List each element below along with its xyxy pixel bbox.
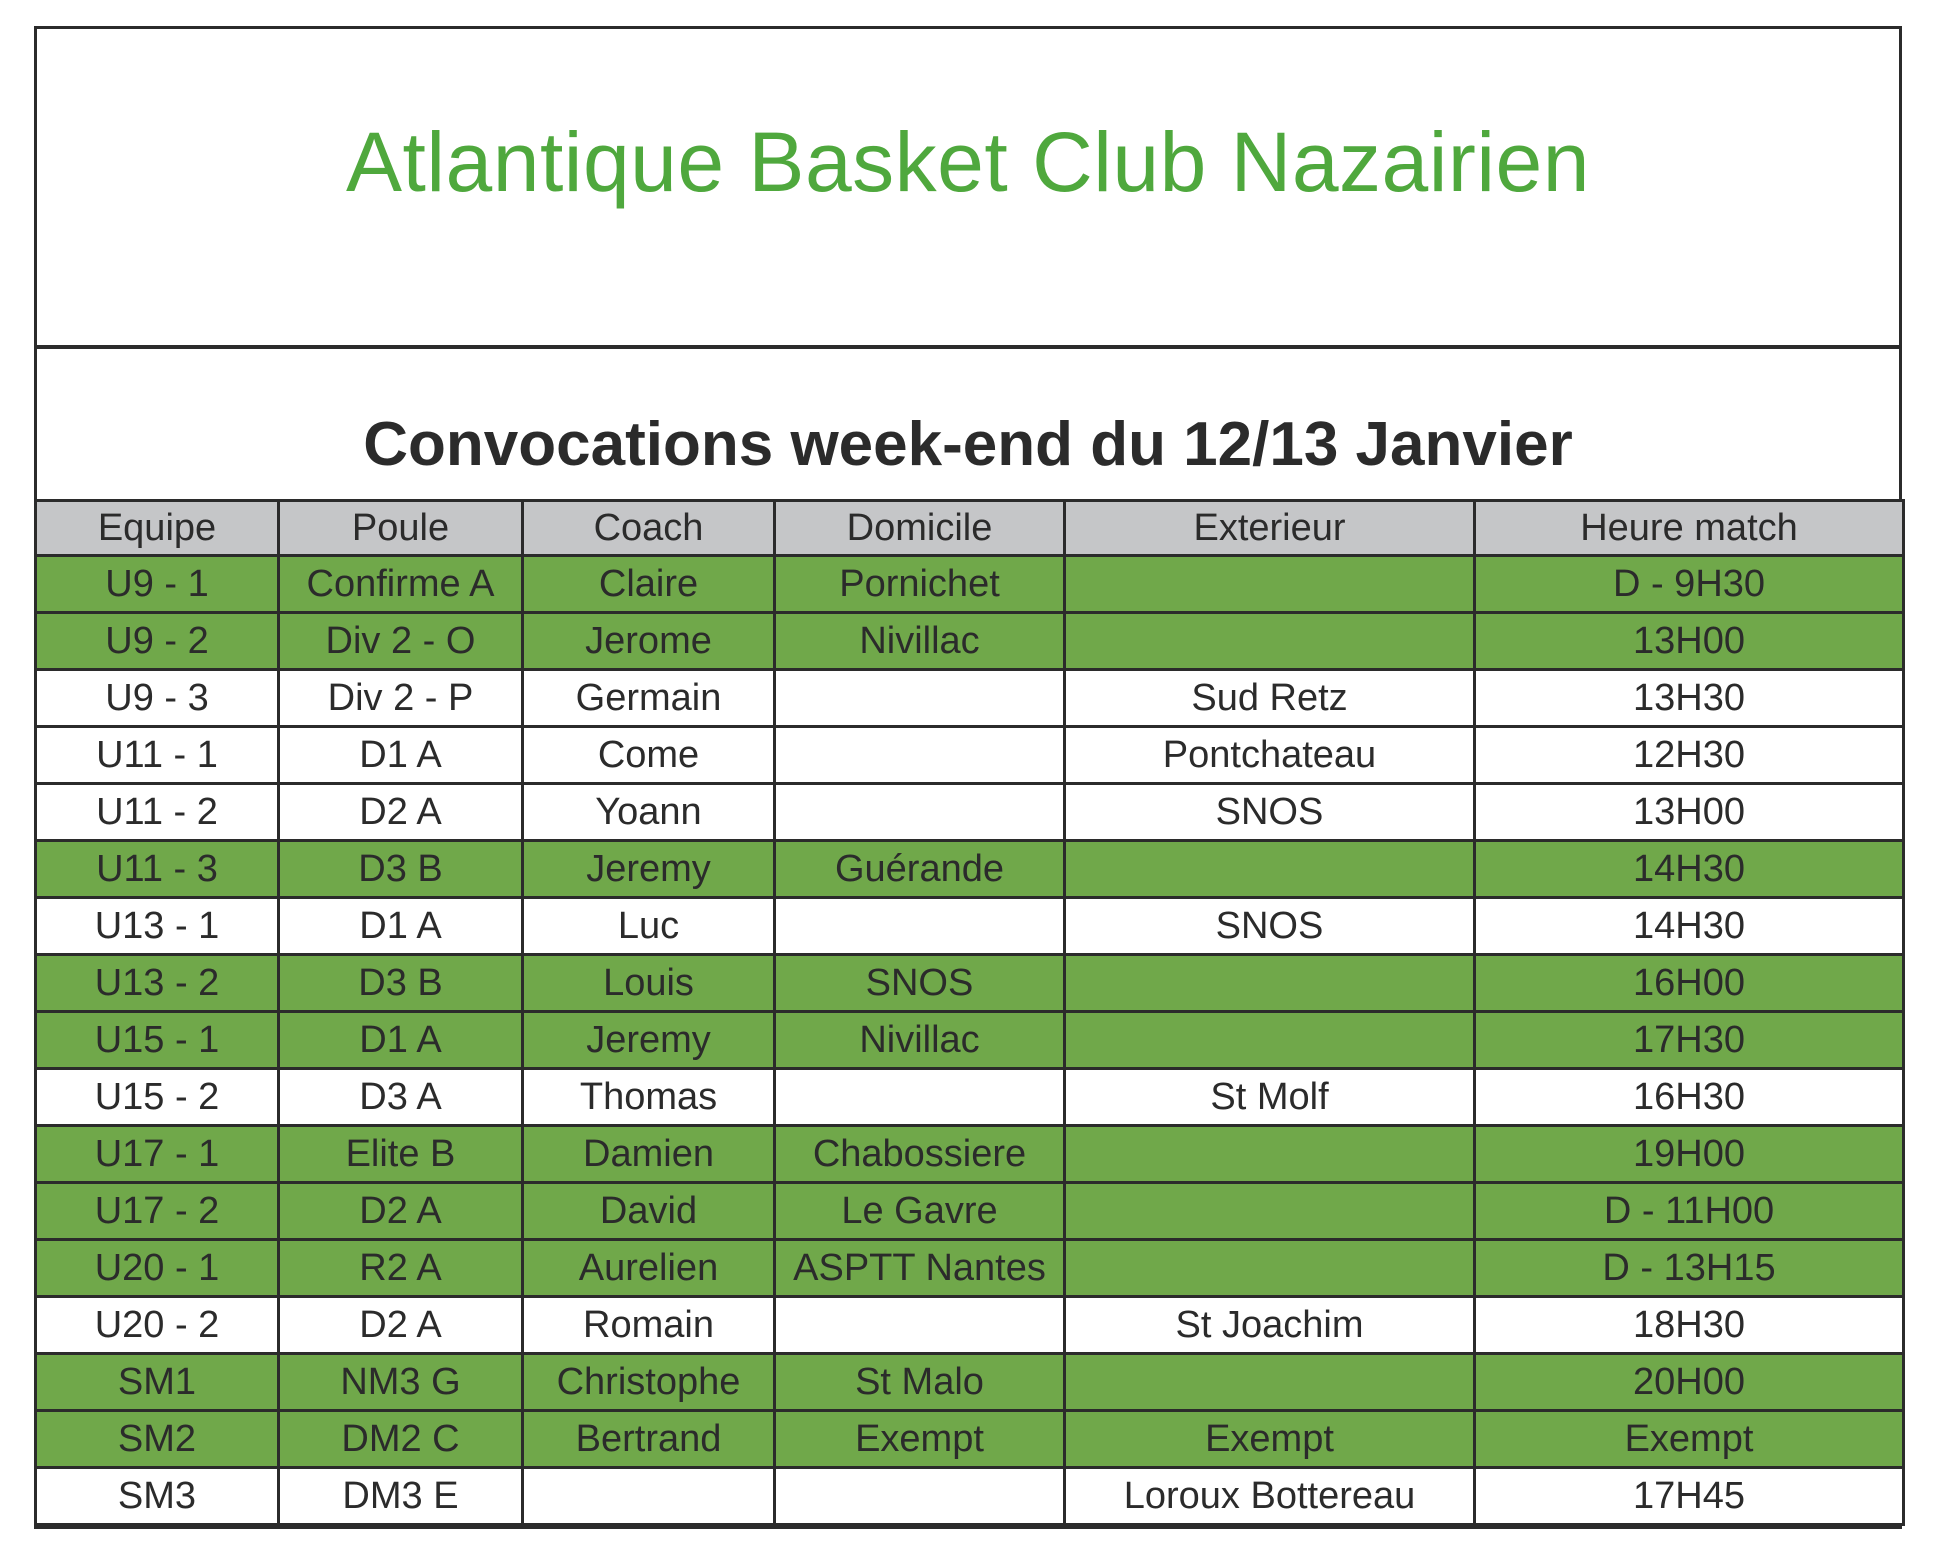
club-title: Atlantique Basket Club Nazairien [345,114,1590,209]
cell-equipe: U15 - 1 [36,1012,279,1069]
cell-heure-match: 18H30 [1475,1297,1904,1354]
cell-exterieur [1065,1354,1475,1411]
table-row [36,1183,1904,1240]
cell-domicile [775,1468,1065,1525]
table-row [36,784,1904,841]
convocation-sheet [34,26,1902,1529]
cell-poule: Div 2 - O [279,613,523,670]
cell-domicile: Exempt [775,1411,1065,1468]
cell-poule: Confirme A [279,556,523,613]
cell-coach: Jeremy [523,841,775,898]
cell-poule: D3 B [279,841,523,898]
cell-heure-match: 13H00 [1475,613,1904,670]
cell-exterieur [1065,1012,1475,1069]
cell-heure-match: 19H00 [1475,1126,1904,1183]
cell-exterieur [1065,613,1475,670]
table-row [36,841,1904,898]
cell-equipe: SM1 [36,1354,279,1411]
cell-coach: Jeremy [523,1012,775,1069]
cell-equipe: U15 - 2 [36,1069,279,1126]
cell-heure-match: 16H00 [1475,955,1904,1012]
table-body [36,556,1904,1525]
cell-heure-match: Exempt [1475,1411,1904,1468]
cell-coach: Claire [523,556,775,613]
cell-poule: D1 A [279,727,523,784]
cell-poule: DM3 E [279,1468,523,1525]
cell-heure-match: 16H30 [1475,1069,1904,1126]
table-row [36,955,1904,1012]
cell-poule: R2 A [279,1240,523,1297]
cell-heure-match: 13H30 [1475,670,1904,727]
cell-heure-match: 13H00 [1475,784,1904,841]
table-row [36,727,1904,784]
table-row [36,1069,1904,1126]
cell-exterieur: St Joachim [1065,1297,1475,1354]
cell-coach: Christophe [523,1354,775,1411]
cell-coach [523,1468,775,1525]
cell-equipe: U9 - 1 [36,556,279,613]
cell-equipe: U11 - 3 [36,841,279,898]
cell-equipe: U17 - 1 [36,1126,279,1183]
cell-heure-match: 17H45 [1475,1468,1904,1525]
header-coach: Coach [523,501,775,556]
cell-exterieur [1065,955,1475,1012]
cell-domicile [775,1069,1065,1126]
cell-equipe: SM3 [36,1468,279,1525]
cell-equipe: U13 - 2 [36,955,279,1012]
cell-equipe: U20 - 1 [36,1240,279,1297]
cell-exterieur: SNOS [1065,784,1475,841]
cell-coach: Germain [523,670,775,727]
cell-heure-match: 17H30 [1475,1012,1904,1069]
cell-heure-match: D - 13H15 [1475,1240,1904,1297]
cell-coach: Damien [523,1126,775,1183]
cell-coach: Romain [523,1297,775,1354]
cell-domicile: Nivillac [775,613,1065,670]
cell-equipe: SM2 [36,1411,279,1468]
table-row [36,1354,1904,1411]
cell-domicile: Chabossiere [775,1126,1065,1183]
table-row [36,1012,1904,1069]
table-header-row [36,501,1904,556]
cell-exterieur [1065,556,1475,613]
cell-poule: D2 A [279,1297,523,1354]
cell-exterieur: SNOS [1065,898,1475,955]
cell-domicile: St Malo [775,1354,1065,1411]
table-row [36,1126,1904,1183]
cell-heure-match: 14H30 [1475,841,1904,898]
cell-coach: David [523,1183,775,1240]
cell-equipe: U11 - 1 [36,727,279,784]
cell-poule: D2 A [279,784,523,841]
table-row [36,613,1904,670]
cell-coach: Jerome [523,613,775,670]
cell-heure-match: D - 9H30 [1475,556,1904,613]
cell-equipe: U11 - 2 [36,784,279,841]
cell-domicile [775,670,1065,727]
cell-coach: Louis [523,955,775,1012]
cell-equipe: U13 - 1 [36,898,279,955]
cell-exterieur: Pontchateau [1065,727,1475,784]
header-domicile: Domicile [775,501,1065,556]
cell-coach: Come [523,727,775,784]
cell-heure-match: D - 11H00 [1475,1183,1904,1240]
header-exterieur: Exterieur [1065,501,1475,556]
cell-poule: Elite B [279,1126,523,1183]
table-row [36,670,1904,727]
cell-coach: Yoann [523,784,775,841]
cell-poule: D1 A [279,898,523,955]
cell-exterieur [1065,1126,1475,1183]
header-poule: Poule [279,501,523,556]
cell-equipe: U9 - 2 [36,613,279,670]
cell-exterieur [1065,841,1475,898]
cell-equipe: U9 - 3 [36,670,279,727]
cell-domicile: Guérande [775,841,1065,898]
cell-domicile: Pornichet [775,556,1065,613]
cell-poule: D3 B [279,955,523,1012]
cell-heure-match: 12H30 [1475,727,1904,784]
cell-domicile [775,784,1065,841]
table-row [36,1297,1904,1354]
cell-poule: NM3 G [279,1354,523,1411]
cell-exterieur [1065,1240,1475,1297]
cell-equipe: U17 - 2 [36,1183,279,1240]
cell-exterieur: Sud Retz [1065,670,1475,727]
page-title: Convocations week-end du 12/13 Janvier [363,409,1573,479]
table-row [36,1411,1904,1468]
cell-domicile: ASPTT Nantes [775,1240,1065,1297]
cell-domicile: SNOS [775,955,1065,1012]
cell-equipe: U20 - 2 [36,1297,279,1354]
cell-coach: Thomas [523,1069,775,1126]
cell-heure-match: 14H30 [1475,898,1904,955]
table-row [36,1240,1904,1297]
cell-exterieur: Exempt [1065,1411,1475,1468]
cell-poule: DM2 C [279,1411,523,1468]
cell-domicile [775,898,1065,955]
table-row [36,898,1904,955]
cell-coach: Bertrand [523,1411,775,1468]
cell-poule: D3 A [279,1069,523,1126]
header-heure-match: Heure match [1475,501,1904,556]
cell-poule: D2 A [279,1183,523,1240]
header-equipe: Equipe [36,501,279,556]
table-row [36,556,1904,613]
cell-exterieur: St Molf [1065,1069,1475,1126]
cell-coach: Aurelien [523,1240,775,1297]
cell-domicile [775,727,1065,784]
club-header [37,29,1899,349]
cell-poule: D1 A [279,1012,523,1069]
cell-domicile: Nivillac [775,1012,1065,1069]
cell-heure-match: 20H00 [1475,1354,1904,1411]
cell-coach: Luc [523,898,775,955]
table-row [36,1468,1904,1525]
cell-exterieur: Loroux Bottereau [1065,1468,1475,1525]
cell-exterieur [1065,1183,1475,1240]
cell-domicile [775,1297,1065,1354]
schedule-table [34,499,1905,1526]
cell-domicile: Le Gavre [775,1183,1065,1240]
cell-poule: Div 2 - P [279,670,523,727]
